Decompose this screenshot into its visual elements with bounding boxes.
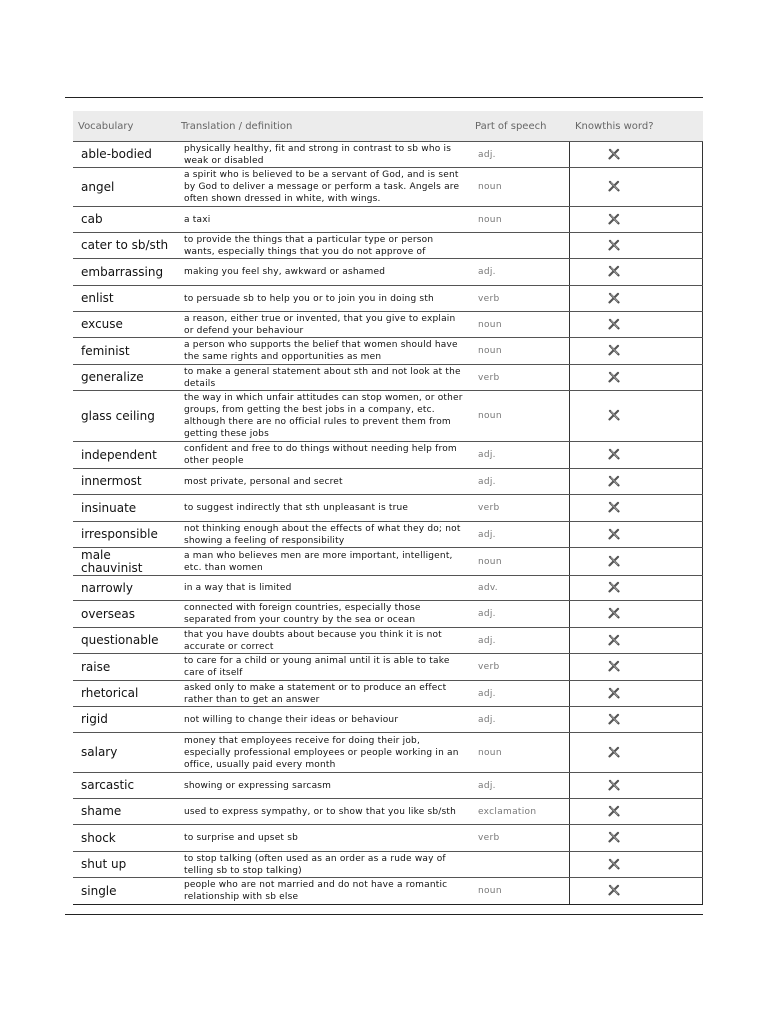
table-row (73, 311, 703, 337)
part-of-speech: noun (478, 411, 502, 421)
table-row (73, 653, 703, 680)
definition-text: a man who believes men are more important, intelligent, etc. than women (184, 550, 453, 573)
table-row (73, 494, 703, 521)
know-word-cell[interactable] (569, 799, 703, 824)
cross-icon[interactable] (608, 555, 620, 567)
know-word-cell[interactable] (569, 365, 703, 390)
vocabulary-word: angel (81, 179, 115, 194)
know-word-cell[interactable] (569, 825, 703, 851)
part-of-speech: adj. (478, 714, 496, 725)
know-word-cell[interactable] (569, 773, 703, 798)
definition-text: most private, personal and secret (184, 476, 343, 487)
definition-text: in a way that is limited (184, 583, 292, 593)
table-row (73, 167, 703, 206)
vocabulary-word: salary (81, 745, 118, 759)
table-row (73, 772, 703, 798)
part-of-speech: noun (478, 346, 502, 356)
cross-icon[interactable] (608, 746, 620, 758)
cross-icon[interactable] (608, 501, 620, 513)
know-word-cell[interactable] (569, 391, 703, 441)
vocabulary-table (73, 111, 703, 905)
table-row (73, 824, 703, 851)
definition-text: not thinking enough about the effects of what they do; not showing a feeling of responsibility (184, 523, 461, 546)
table-row (73, 706, 703, 732)
header-know-word: Knowthis word? (575, 120, 654, 132)
part-of-speech: adj. (478, 529, 496, 540)
vocabulary-word: shock (81, 830, 116, 845)
know-word-cell[interactable] (569, 469, 703, 494)
cross-icon[interactable] (608, 148, 620, 160)
vocabulary-word: rigid (81, 712, 108, 726)
table-row (73, 798, 703, 824)
part-of-speech: noun (478, 556, 502, 567)
vocabulary-word: feminist (81, 343, 130, 358)
know-word-cell[interactable] (569, 733, 703, 772)
know-word-cell[interactable] (569, 495, 703, 521)
table-row (73, 390, 703, 441)
cross-icon[interactable] (608, 607, 620, 619)
cross-icon[interactable] (608, 448, 620, 460)
vocabulary-word: glass ceiling (81, 408, 155, 423)
table-row (73, 600, 703, 627)
table-row (73, 732, 703, 772)
part-of-speech: noun (478, 319, 502, 330)
table-row (73, 575, 703, 600)
table-row (73, 364, 703, 390)
know-word-cell[interactable] (569, 207, 703, 232)
definition-text: asked only to make a statement or to produce an effect rather than to get an answer (184, 682, 447, 705)
definition-text: money that employees receive for doing their job, especially professional employees or people working in an office, usually paid every month (184, 735, 459, 770)
definition-text: the way in which unfair attitudes can stop women, or other groups, from getting the best jobs in a company, etc. although there are no official rules to prevent them from getting these jobs (184, 393, 463, 439)
vocabulary-word: questionable (81, 633, 159, 647)
definition-text: a reason, either true or invented, that you give to explain or defend your behaviour (184, 313, 456, 336)
part-of-speech: noun (478, 747, 502, 758)
definition-text: making you feel shy, awkward or ashamed (184, 267, 386, 277)
cross-icon[interactable] (608, 344, 620, 356)
know-word-cell[interactable] (569, 852, 703, 877)
cross-icon[interactable] (608, 805, 620, 817)
cross-icon[interactable] (608, 831, 620, 843)
vocabulary-word: raise (81, 659, 111, 674)
vocabulary-word: cater to sb/sth (81, 238, 169, 252)
definition-text: to surprise and upset sb (184, 833, 299, 843)
table-row (73, 521, 703, 547)
definition-text: a taxi (184, 214, 211, 225)
vocabulary-word: able-bodied (81, 147, 152, 161)
know-word-cell[interactable] (569, 878, 703, 904)
vocabulary-word: sarcastic (81, 778, 135, 792)
table-row (73, 877, 703, 904)
vocabulary-word: overseas (81, 606, 135, 621)
part-of-speech: verb (478, 372, 500, 383)
vocabulary-word: enlist (81, 291, 114, 305)
table-body (73, 141, 703, 905)
definition-text: to persuade sb to help you or to join you in doing sth (184, 293, 434, 304)
part-of-speech: noun (478, 182, 502, 192)
definition-text: showing or expressing sarcasm (184, 780, 332, 791)
table-header (73, 111, 703, 141)
definition-text: to care for a child or young animal until it is able to take care of itself (184, 656, 450, 678)
know-word-cell[interactable] (569, 338, 703, 364)
cross-icon[interactable] (608, 371, 620, 383)
know-word-cell[interactable] (569, 576, 703, 600)
cross-icon[interactable] (608, 660, 620, 672)
know-word-cell[interactable] (569, 286, 703, 311)
vocabulary-word: independent (81, 447, 157, 462)
know-word-cell[interactable] (569, 312, 703, 337)
cross-icon[interactable] (608, 687, 620, 699)
vocabulary-word: narrowly (81, 580, 133, 595)
part-of-speech: adj. (478, 450, 496, 460)
cross-icon[interactable] (608, 528, 620, 540)
cross-icon[interactable] (608, 265, 620, 277)
definition-text: to stop talking (often used as an order as a rude way of telling sb to stop talking) (184, 853, 446, 876)
vocabulary-word: innermost (81, 474, 142, 488)
vocabulary-word: insinuate (81, 500, 137, 515)
cross-icon[interactable] (608, 858, 620, 870)
cross-icon[interactable] (608, 475, 620, 487)
definition-text: to suggest indirectly that sth unpleasant is true (184, 503, 409, 513)
vocabulary-word: single (81, 883, 117, 898)
definition-text: people who are not married and do not have a romantic relationship with sb else (184, 880, 448, 902)
cross-icon[interactable] (608, 884, 620, 896)
part-of-speech: verb (478, 503, 500, 513)
vocabulary-word: shame (81, 804, 122, 818)
vocabulary-word: rhetorical (81, 686, 139, 700)
table-row (73, 232, 703, 258)
know-word-cell[interactable] (569, 628, 703, 653)
vocabulary-word: shut up (81, 857, 127, 871)
cross-icon[interactable] (608, 239, 620, 251)
part-of-speech: verb (478, 662, 500, 672)
part-of-speech: adj. (478, 780, 496, 791)
table-row (73, 206, 703, 232)
definition-text: to make a general statement about sth and not look at the details (184, 366, 461, 389)
cross-icon[interactable] (608, 292, 620, 304)
bottom-rule (65, 914, 703, 915)
table-row (73, 441, 703, 468)
vocabulary-word: excuse (81, 317, 123, 331)
part-of-speech: noun (478, 886, 502, 896)
definition-text: not willing to change their ideas or behaviour (184, 714, 399, 725)
header-vocabulary: Vocabulary (78, 120, 134, 132)
cross-icon[interactable] (608, 779, 620, 791)
part-of-speech: adj. (478, 688, 496, 699)
table-row (73, 468, 703, 494)
table-row (73, 547, 703, 575)
know-word-cell[interactable] (569, 522, 703, 547)
definition-text: used to express sympathy, or to show that you like sb/sth (184, 806, 457, 817)
know-word-cell[interactable] (569, 168, 703, 206)
table-row (73, 285, 703, 311)
part-of-speech: exclamation (478, 806, 537, 817)
know-word-cell[interactable] (569, 233, 703, 258)
definition-text: to provide the things that a particular type or person wants, especially things that you do not approve of (184, 234, 434, 257)
table-row (73, 680, 703, 706)
part-of-speech: adj. (478, 149, 496, 160)
know-word-cell[interactable] (569, 442, 703, 468)
vocabulary-word: irresponsible (81, 527, 158, 541)
definition-text: a spirit who is believed to be a servant of God, and is sent by God to deliver a message or perform a task. Angels are often shown dressed in white, with wings. (184, 170, 460, 204)
vocabulary-word: embarrassing (81, 264, 164, 279)
definition-text: physically healthy, fit and strong in contrast to sb who is weak or disabled (184, 143, 452, 166)
vocabulary-word: male chauvinist (81, 547, 143, 575)
part-of-speech: adj. (478, 635, 496, 646)
know-word-cell[interactable] (569, 548, 703, 575)
definition-text: connected with foreign countries, especially those separated from your country by the sea or ocean (184, 603, 421, 625)
cross-icon[interactable] (608, 634, 620, 646)
part-of-speech: adv. (478, 583, 498, 593)
part-of-speech: noun (478, 214, 502, 225)
table-row (73, 627, 703, 653)
definition-text: confident and free to do things without needing help from other people (184, 444, 457, 466)
know-word-cell[interactable] (569, 142, 703, 167)
know-word-cell[interactable] (569, 601, 703, 627)
know-word-cell[interactable] (569, 681, 703, 706)
header-part-of-speech: Part of speech (475, 120, 547, 132)
vocabulary-word: cab (81, 212, 103, 226)
part-of-speech: verb (478, 293, 500, 304)
part-of-speech: adj. (478, 609, 496, 619)
vocabulary-word: generalize (81, 370, 144, 384)
know-word-cell[interactable] (569, 707, 703, 732)
table-row (73, 141, 703, 167)
cross-icon[interactable] (608, 213, 620, 225)
table-row (73, 258, 703, 285)
cross-icon[interactable] (608, 713, 620, 725)
header-definition: Translation / definition (181, 120, 293, 132)
know-word-cell[interactable] (569, 259, 703, 285)
cross-icon[interactable] (608, 180, 620, 192)
know-word-cell[interactable] (569, 654, 703, 680)
part-of-speech: adj. (478, 476, 496, 487)
table-row (73, 337, 703, 364)
cross-icon[interactable] (608, 581, 620, 593)
cross-icon[interactable] (608, 318, 620, 330)
definition-text: that you have doubts about because you think it is not accurate or correct (184, 629, 442, 652)
table-row (73, 851, 703, 877)
cross-icon[interactable] (608, 409, 620, 421)
part-of-speech: verb (478, 833, 500, 843)
top-rule (65, 97, 703, 98)
part-of-speech: adj. (478, 267, 496, 277)
definition-text: a person who supports the belief that women should have the same rights and opportunities as men (184, 340, 458, 362)
